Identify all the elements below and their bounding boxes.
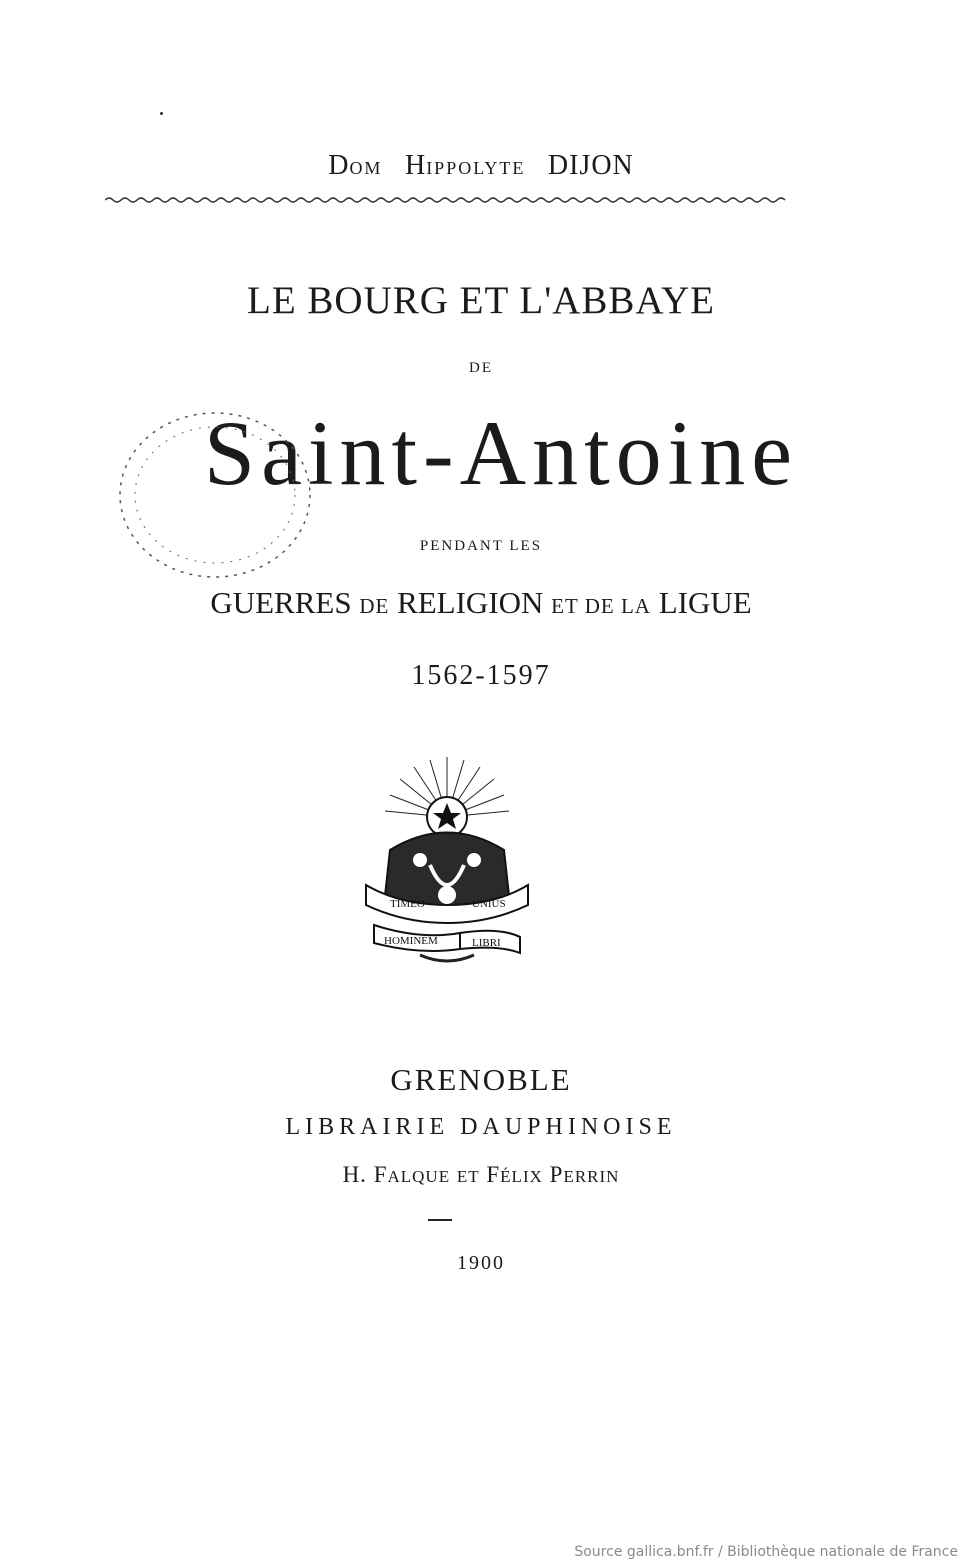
motto-timeo: TIMEO (390, 898, 425, 910)
word-et-de-la: ET DE LA (551, 594, 651, 618)
imprint-year: 1900 (457, 1252, 505, 1274)
library-stamp (110, 400, 320, 590)
word-guerres: GUERRES (210, 585, 352, 620)
name-f3-rest: ERRIN (563, 1167, 620, 1186)
author-prefix-initial: D (328, 150, 350, 181)
title-guerres-line (0, 585, 962, 621)
imprint-names (0, 1162, 962, 1188)
author-first-initial: H (404, 150, 427, 181)
name-f2-initial: F (486, 1162, 501, 1187)
imprint-city: GRENOBLE (390, 1062, 572, 1097)
name-f1-rest: ALQUE (387, 1167, 451, 1186)
motto-unius: UNIUS (472, 898, 506, 910)
word-ligue: LIGUE (658, 585, 752, 620)
date-range: 1562-1597 (411, 660, 551, 691)
author-last-name: DIJON (547, 150, 634, 181)
name-initial: H. (342, 1162, 367, 1187)
main-title: Saint-Antoine (203, 402, 799, 504)
name-f2-rest: ÉLIX (500, 1167, 543, 1186)
name-et: ET (456, 1167, 480, 1186)
name-f3-initial: P (549, 1162, 564, 1187)
printer-mark-emblem (360, 755, 535, 970)
author-line (0, 150, 962, 182)
imprint-publisher: LIBRAIRIE DAUPHINOISE (285, 1114, 677, 1140)
title-de: DE (469, 360, 493, 376)
author-first-rest: IPPOLYTE (426, 158, 526, 178)
word-de: DE (359, 594, 390, 618)
motto-libri: LIBRI (472, 937, 501, 949)
ink-speck (160, 112, 163, 115)
wavy-rule (105, 194, 789, 206)
separator-dash (428, 1219, 452, 1221)
title-pendant: PENDANT LES (419, 538, 543, 554)
author-prefix-rest: OM (349, 158, 383, 178)
source-attribution: Source gallica.bnf.fr / Bibliothèque nationale de France (574, 1544, 958, 1560)
name-f1-initial: F (373, 1162, 388, 1187)
title-line-1: LE BOURG ET L'ABBAYE (247, 279, 715, 322)
word-religion: RELIGION (397, 585, 544, 620)
motto-hominem: HOMINEM (384, 935, 438, 947)
